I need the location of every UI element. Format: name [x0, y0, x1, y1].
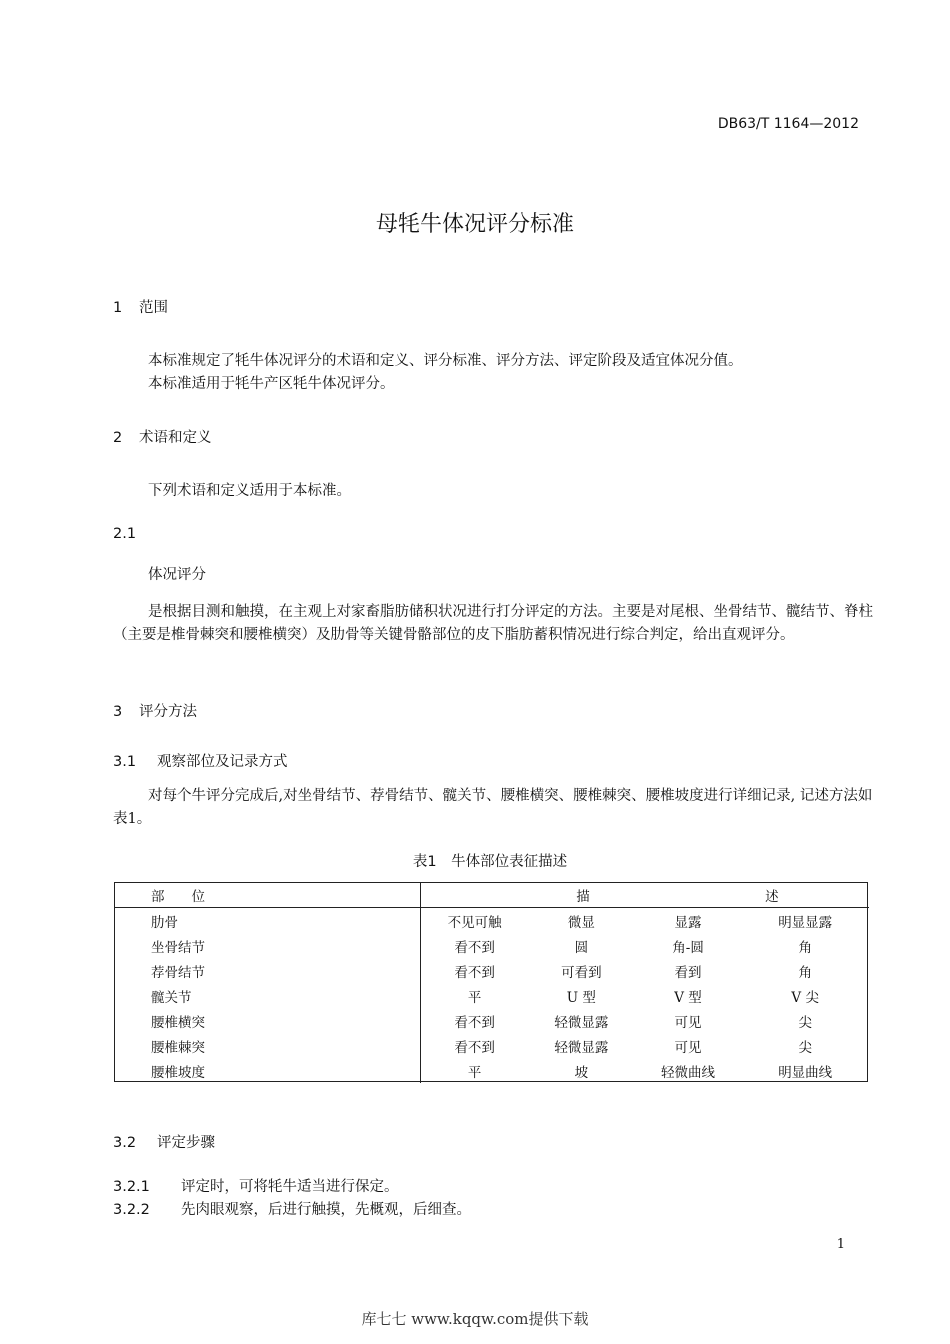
download-watermark: 库七七 www.kqqw.com提供下载	[361, 1310, 589, 1328]
table-cell-desc: 明显曲线	[778, 1064, 833, 1081]
section-title: 范围	[139, 300, 168, 316]
section-1-heading	[113, 296, 168, 317]
table-cell-desc: 角-圆	[672, 939, 704, 956]
table-cell-part: 腰椎棘突	[114, 1033, 421, 1058]
section-1-paragraph-2: 本标准适用于牦牛产区牦牛体况评分。	[148, 376, 395, 392]
table-cell-part: 腰椎坡度	[114, 1058, 421, 1083]
table-cell-desc: 看不到	[454, 939, 495, 956]
section-3-2-heading	[113, 1131, 215, 1152]
table-cell-desc: 尖	[798, 1014, 812, 1031]
clause-text: 评定时，可将牦牛适当进行保定。	[181, 1179, 399, 1195]
table-cell-desc: 轻微曲线	[661, 1064, 716, 1081]
table-cell-desc: 圆	[574, 939, 589, 956]
table-cell-desc: 尖	[798, 1039, 812, 1056]
table-caption: 表1 牛体部位表征描述	[412, 854, 568, 870]
table-cell-desc: 可看到	[561, 964, 602, 981]
section-3-1-paragraph: 对每个牛评分完成后,对坐骨结节、荐骨结节、髋关节、腰椎横突、腰椎棘突、腰椎坡度进行详细记录, 记述方法如表1。	[113, 788, 873, 827]
table-header-row	[114, 882, 869, 908]
section-3-1-heading	[113, 750, 288, 771]
page-number: 1	[836, 1237, 845, 1252]
table-cell-desc: 不见可触	[447, 914, 502, 931]
table-row	[114, 958, 869, 983]
section-title: 评定步骤	[157, 1135, 215, 1151]
section-title: 术语和定义	[139, 430, 212, 446]
table-cell-desc: 轻微显露	[554, 1014, 609, 1031]
section-3-heading	[113, 700, 197, 721]
header-desc-1: 描	[421, 882, 635, 908]
page-title: 母牦牛体况评分标准	[375, 212, 574, 237]
table-cell-desc: 平	[467, 989, 482, 1006]
table-row	[114, 1033, 869, 1058]
table-row	[114, 908, 869, 934]
table-cell-desc: 看到	[674, 964, 702, 981]
section-1-paragraph-1: 本标准规定了牦牛体况评分的术语和定义、评分标准、评分方法、评定阶段及适宜体况分值。	[148, 353, 743, 369]
body-part-table	[114, 882, 869, 1083]
table-cell-part: 荐骨结节	[114, 958, 421, 983]
table-cell-part: 坐骨结节	[114, 933, 421, 958]
table-cell-desc: U 型	[566, 989, 596, 1006]
clause-3-2-1	[113, 1175, 399, 1196]
table-row	[114, 983, 869, 1008]
table-cell-part: 肋骨	[114, 908, 421, 934]
table-cell-desc: 可见	[674, 1039, 702, 1056]
clause-number: 3.2.1	[113, 1179, 150, 1195]
table-cell-desc: V 型	[674, 989, 702, 1006]
table-cell-desc: 明显显露	[778, 914, 833, 931]
table-cell-desc: 角	[798, 964, 812, 981]
table-cell-part: 腰椎横突	[114, 1008, 421, 1033]
term-title: 体况评分	[148, 567, 206, 583]
table-cell-desc: 平	[467, 1064, 482, 1081]
section-number: 3.1	[113, 754, 137, 770]
header-part: 部 位	[114, 882, 421, 908]
table-cell-desc: 显露	[674, 914, 702, 931]
section-2-1-number: 2.1	[113, 526, 137, 542]
section-title: 评分方法	[139, 704, 197, 720]
table-cell-desc: 轻微显露	[554, 1039, 609, 1056]
table-cell-part: 髋关节	[114, 983, 421, 1008]
table-cell-desc: 可见	[674, 1014, 702, 1031]
table-cell-desc: 微显	[567, 914, 595, 931]
document-code: DB63/T 1164—2012	[717, 116, 859, 132]
section-number: 2	[113, 430, 123, 446]
table-cell-desc: V 尖	[791, 989, 819, 1006]
term-definition: 是根据目测和触摸，在主观上对家畜脂肪储积状况进行打分评定的方法。主要是对尾根、坐骨结节、髋结节、脊柱（主要是椎骨棘突和腰椎横突）及肋骨等关键骨骼部位的皮下脂肪蓄积情况进行综合判定，给出直观评分。	[113, 604, 873, 643]
clause-number: 3.2.2	[113, 1202, 150, 1218]
section-title: 观察部位及记录方式	[157, 754, 288, 770]
section-2-paragraph-1: 下列术语和定义适用于本标准。	[148, 483, 351, 499]
table-cell-desc: 看不到	[454, 1014, 495, 1031]
table-cell-desc: 角	[798, 939, 812, 956]
header-desc-2: 述	[635, 882, 869, 908]
table-row	[114, 933, 869, 958]
table-cell-desc: 看不到	[454, 1039, 495, 1056]
clause-text: 先肉眼观察，后进行触摸，先概观，后细查。	[181, 1202, 471, 1218]
clause-3-2-2	[113, 1198, 471, 1219]
section-number: 1	[113, 300, 123, 316]
table-row	[114, 1008, 869, 1033]
table-cell-desc: 坡	[574, 1064, 589, 1081]
section-number: 3.2	[113, 1135, 137, 1151]
table-cell-desc: 看不到	[454, 964, 495, 981]
section-2-heading	[113, 426, 212, 447]
table-row	[114, 1058, 869, 1083]
section-number: 3	[113, 704, 123, 720]
